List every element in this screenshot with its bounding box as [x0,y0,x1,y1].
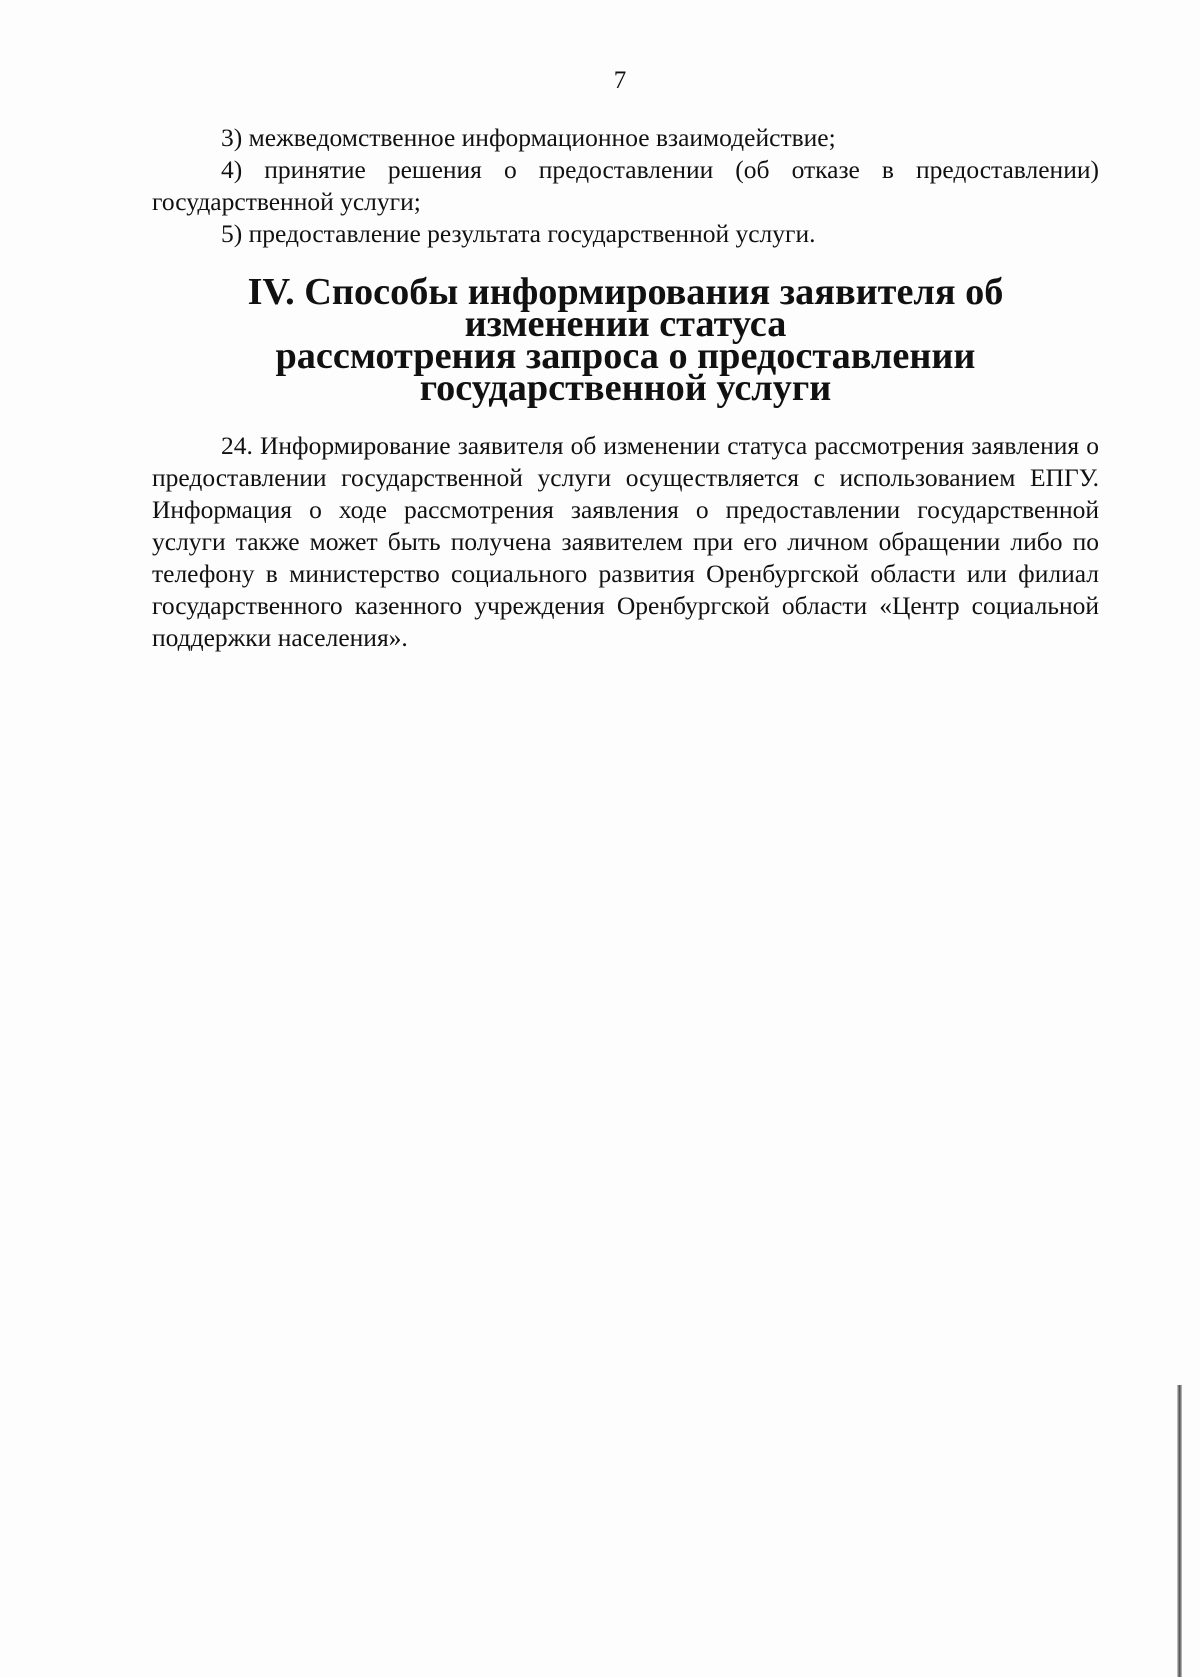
page-number: 7 [613,67,627,94]
document-body [152,122,1099,654]
section-heading [152,250,1099,430]
section-heading-line-2: рассмотрения запроса о предоставлении государственной услуги [275,335,976,409]
paragraph-24: 24. Информирование заявителя об изменении статуса рассмотрения заявления о предоставлении государственной услуги осуществляется с использованием ЕПГУ. Информация о ходе рассмотрения заявления о предоставлении государственной услуги также может быть получена заявителем при его личном обращении либо по телефону в министерство социального развития Оренбургской области или филиал государственного казенного учреждения Оренбургской области «Центр социальной поддержки населения». [152,431,1099,652]
list-item-3: 3) межведомственное информационное взаимодействие; [221,123,836,152]
scan-edge-shadow [1177,1385,1182,1677]
list-item-4: 4) принятие решения о предоставлении (об отказе в предоставлении) государственной услуги; [152,155,1099,216]
list-item-5: 5) предоставление результата государственной услуги. [221,219,816,248]
section-heading-line-1: IV. Способы информирования заявителя об изменении статуса [247,271,1004,345]
